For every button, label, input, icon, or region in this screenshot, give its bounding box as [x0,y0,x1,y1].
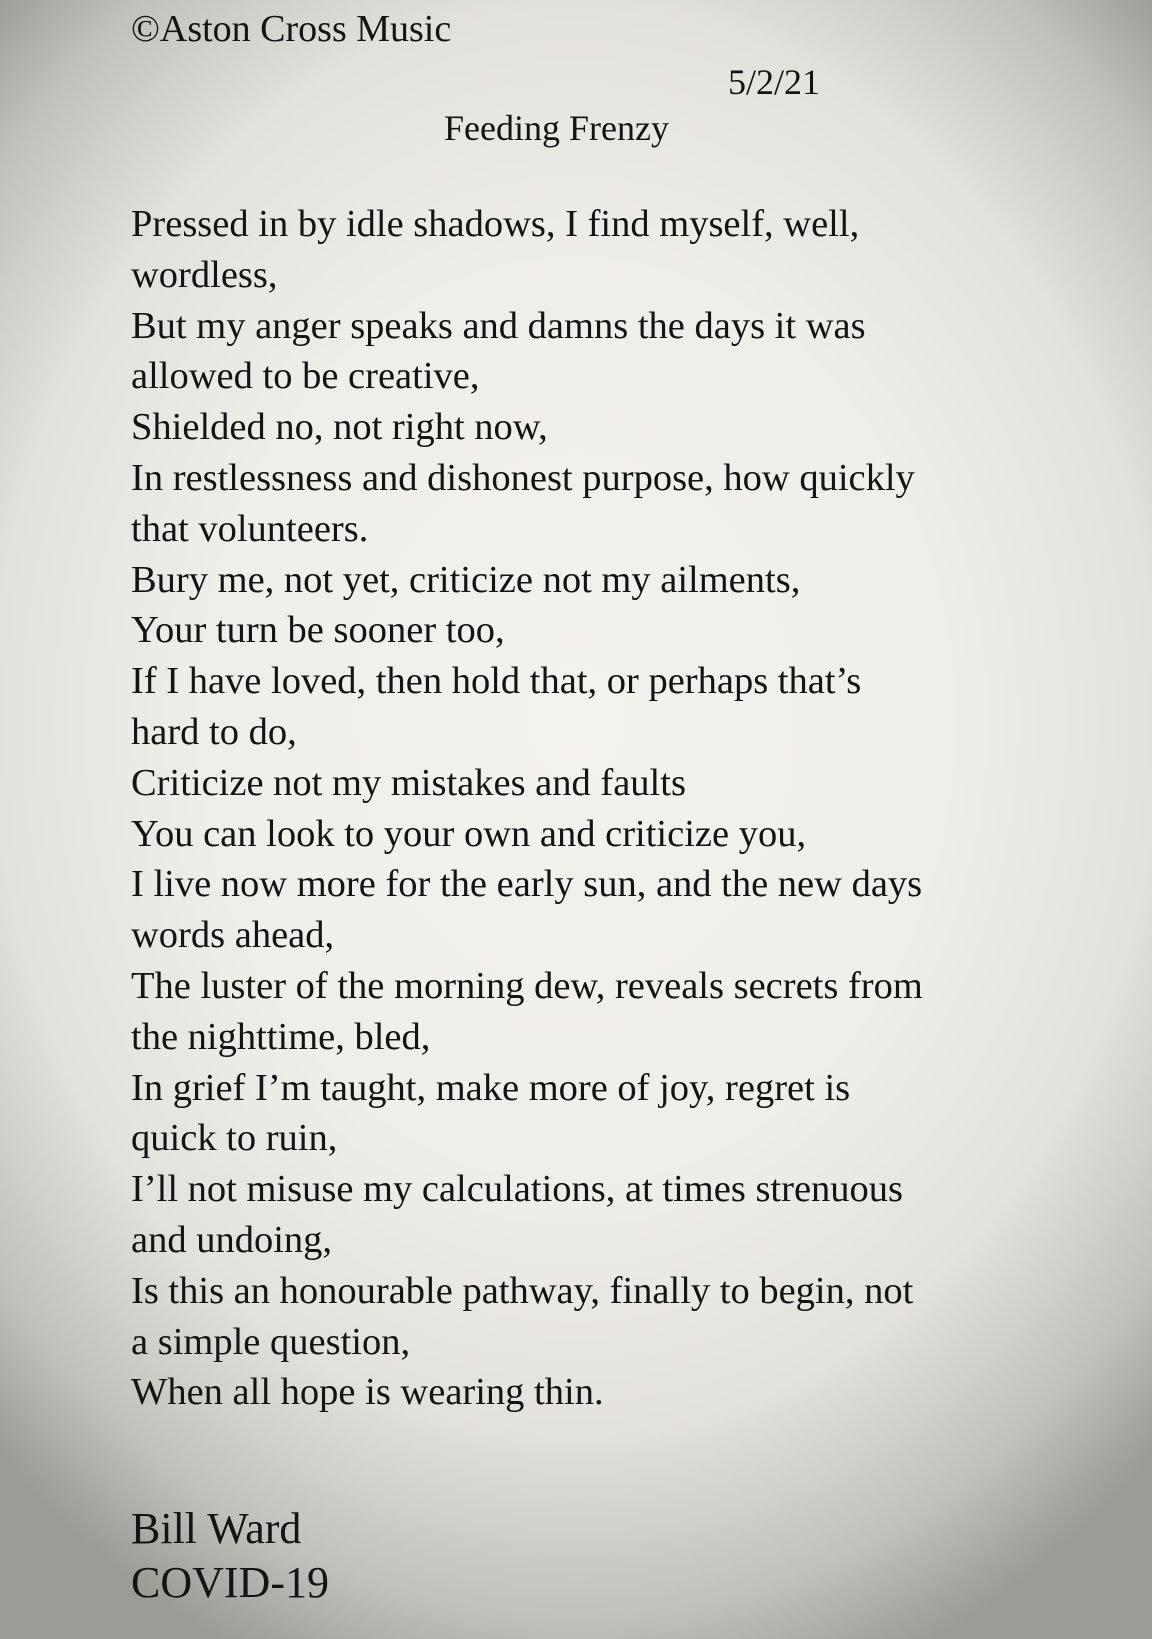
poem-line: allowed to be creative, [131,355,480,398]
poem-line: and undoing, [131,1218,333,1261]
signature-block [131,1502,329,1610]
signature-note: COVID-19 [131,1558,329,1607]
poem-line: You can look to your own and criticize you, [131,812,807,855]
copyright-notice: ©Aston Cross Music [131,8,452,50]
poem-line: wordless, [131,253,278,296]
poem-line: The luster of the morning dew, reveals secrets from [131,964,923,1007]
author-name: Bill Ward [131,1504,302,1553]
poem-line: If I have loved, then hold that, or perhaps that’s [131,660,862,703]
poem-line: Criticize not my mistakes and faults [131,761,686,804]
poem-line: a simple question, [131,1320,411,1363]
poem-line: In grief I’m taught, make more of joy, regret is [131,1066,851,1109]
poem-line: Your turn be sooner too, [131,609,505,652]
poem-line: I’ll not misuse my calculations, at times strenuous [131,1168,904,1211]
poem-line: When all hope is wearing thin. [131,1371,604,1414]
poem-line: words ahead, [131,914,335,957]
poem-body [131,199,1031,1418]
poem-line: that volunteers. [131,507,369,550]
poem-line: quick to ruin, [131,1117,338,1160]
poem-line: Shielded no, not right now, [131,406,548,449]
poem-line: Is this an honourable pathway, finally to begin, not [131,1269,914,1312]
poem-line: Bury me, not yet, criticize not my ailments, [131,558,801,601]
poem-line: the nighttime, bled, [131,1015,431,1058]
poem-date: 5/2/21 [728,62,821,102]
poem-line: I live now more for the early sun, and the new days [131,863,923,906]
poem-line: But my anger speaks and damns the days it was [131,304,866,347]
poem-line: hard to do, [131,710,297,753]
poem-title: Feeding Frenzy [444,108,669,148]
poem-line: Pressed in by idle shadows, I find myself, well, [131,203,860,245]
poem-line: In restlessness and dishonest purpose, how quickly [131,456,915,499]
